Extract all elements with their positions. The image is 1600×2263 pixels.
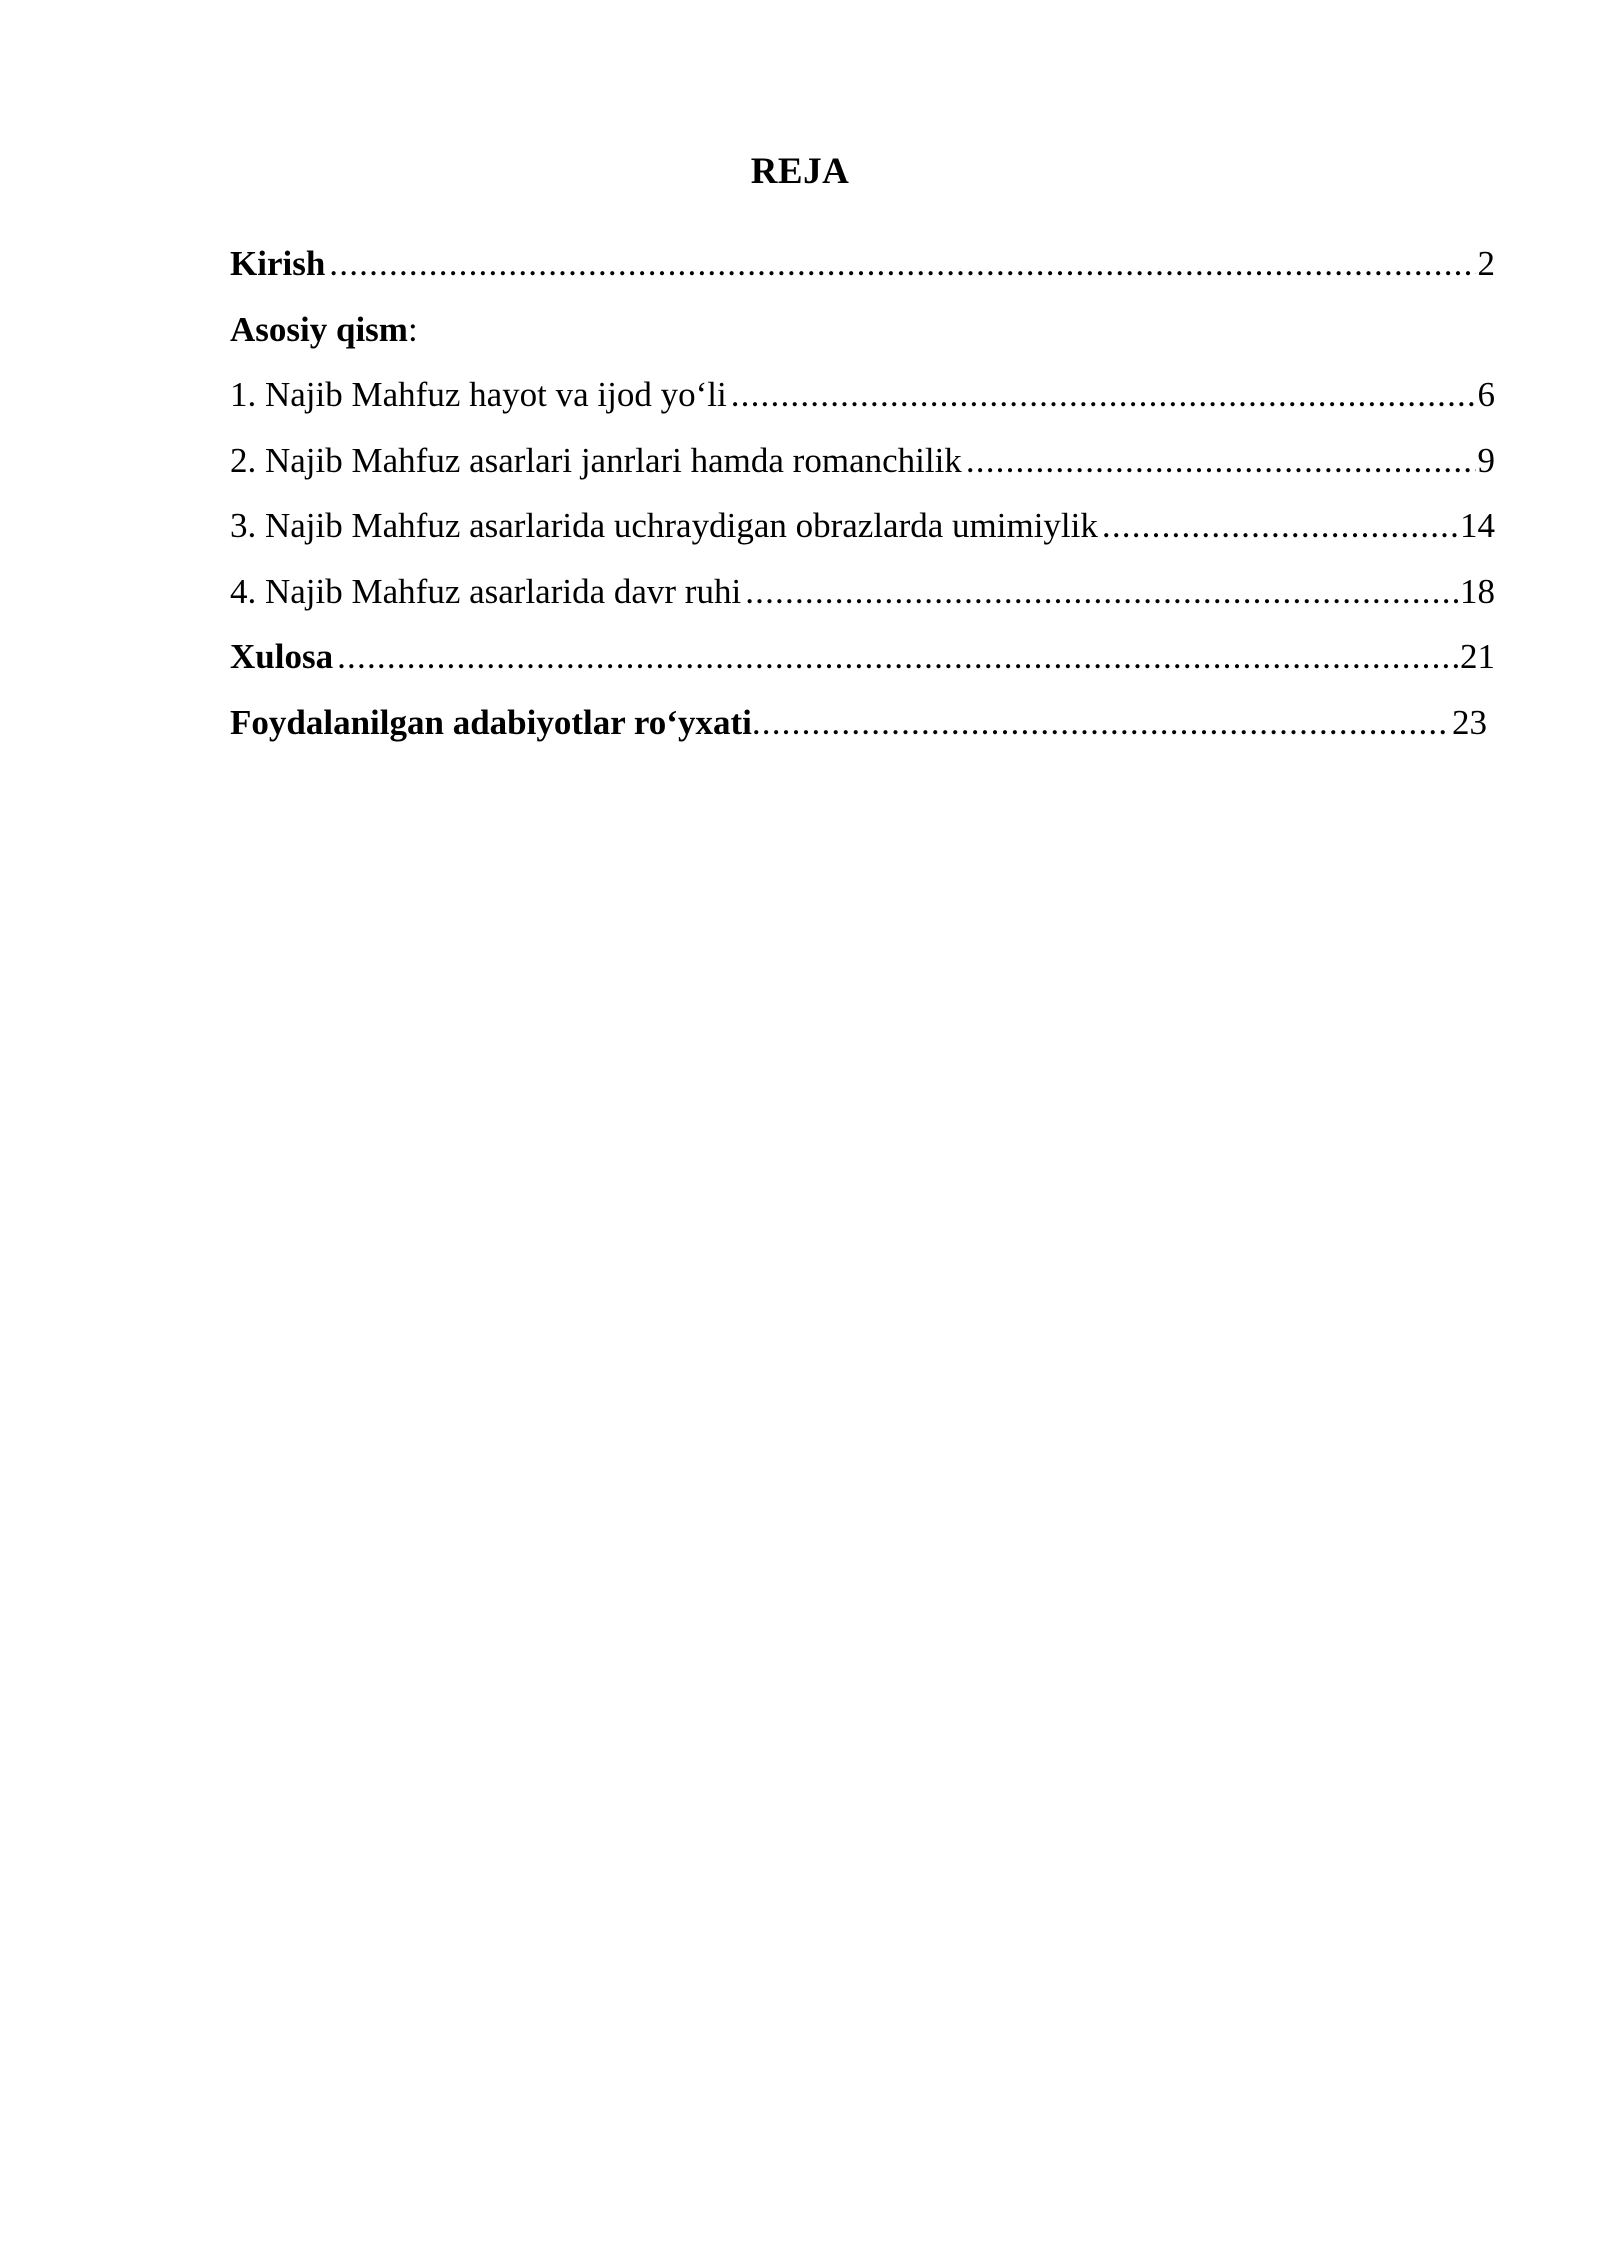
toc-entry-4	[230, 569, 1495, 635]
toc-section-label: Asosiy qism	[230, 309, 408, 349]
dot-leader	[752, 700, 1450, 746]
toc-entry-1	[230, 372, 1495, 438]
dot-leader	[1102, 503, 1458, 549]
toc-page-number: 21	[1460, 637, 1495, 676]
dot-leader	[329, 241, 1475, 287]
dot-leader	[745, 569, 1458, 615]
toc-page-number: 14	[1460, 506, 1495, 545]
toc-page-number: 9	[1477, 440, 1495, 480]
toc-page-number: 23	[1452, 702, 1487, 742]
toc-section-heading	[230, 307, 1495, 373]
toc-section-colon: :	[407, 309, 418, 349]
page-title: REJA	[750, 151, 850, 192]
dot-leader	[966, 438, 1476, 484]
toc-page-number: 18	[1460, 571, 1495, 611]
toc-entry-label: Xulosa	[230, 637, 334, 676]
toc-entry-label: 4. Najib Mahfuz asarlarida davr ruhi	[230, 571, 742, 611]
toc-entry-label: 3. Najib Mahfuz asarlarida uchraydigan obrazlarda umimiylik	[230, 506, 1098, 545]
toc-page-number: 2	[1477, 244, 1495, 283]
table-of-contents	[230, 241, 1495, 765]
toc-entry-label: Kirish	[230, 244, 326, 283]
toc-entry-intro	[230, 241, 1495, 307]
dot-leader	[731, 372, 1476, 418]
toc-entry-3	[230, 503, 1495, 569]
toc-entry-2	[230, 438, 1495, 504]
toc-entry-label: 2. Najib Mahfuz asarlari janrlari hamda romanchilik	[230, 440, 962, 480]
toc-page-number: 6	[1477, 375, 1495, 414]
toc-entry-conclusion	[230, 634, 1495, 700]
toc-entry-label: 1. Najib Mahfuz hayot va ijod yo‘li	[230, 375, 727, 414]
toc-entry-label: Foydalanilgan adabiyotlar ro‘yxati	[230, 702, 752, 742]
dot-leader	[337, 634, 1458, 680]
toc-entry-references	[230, 700, 1487, 766]
